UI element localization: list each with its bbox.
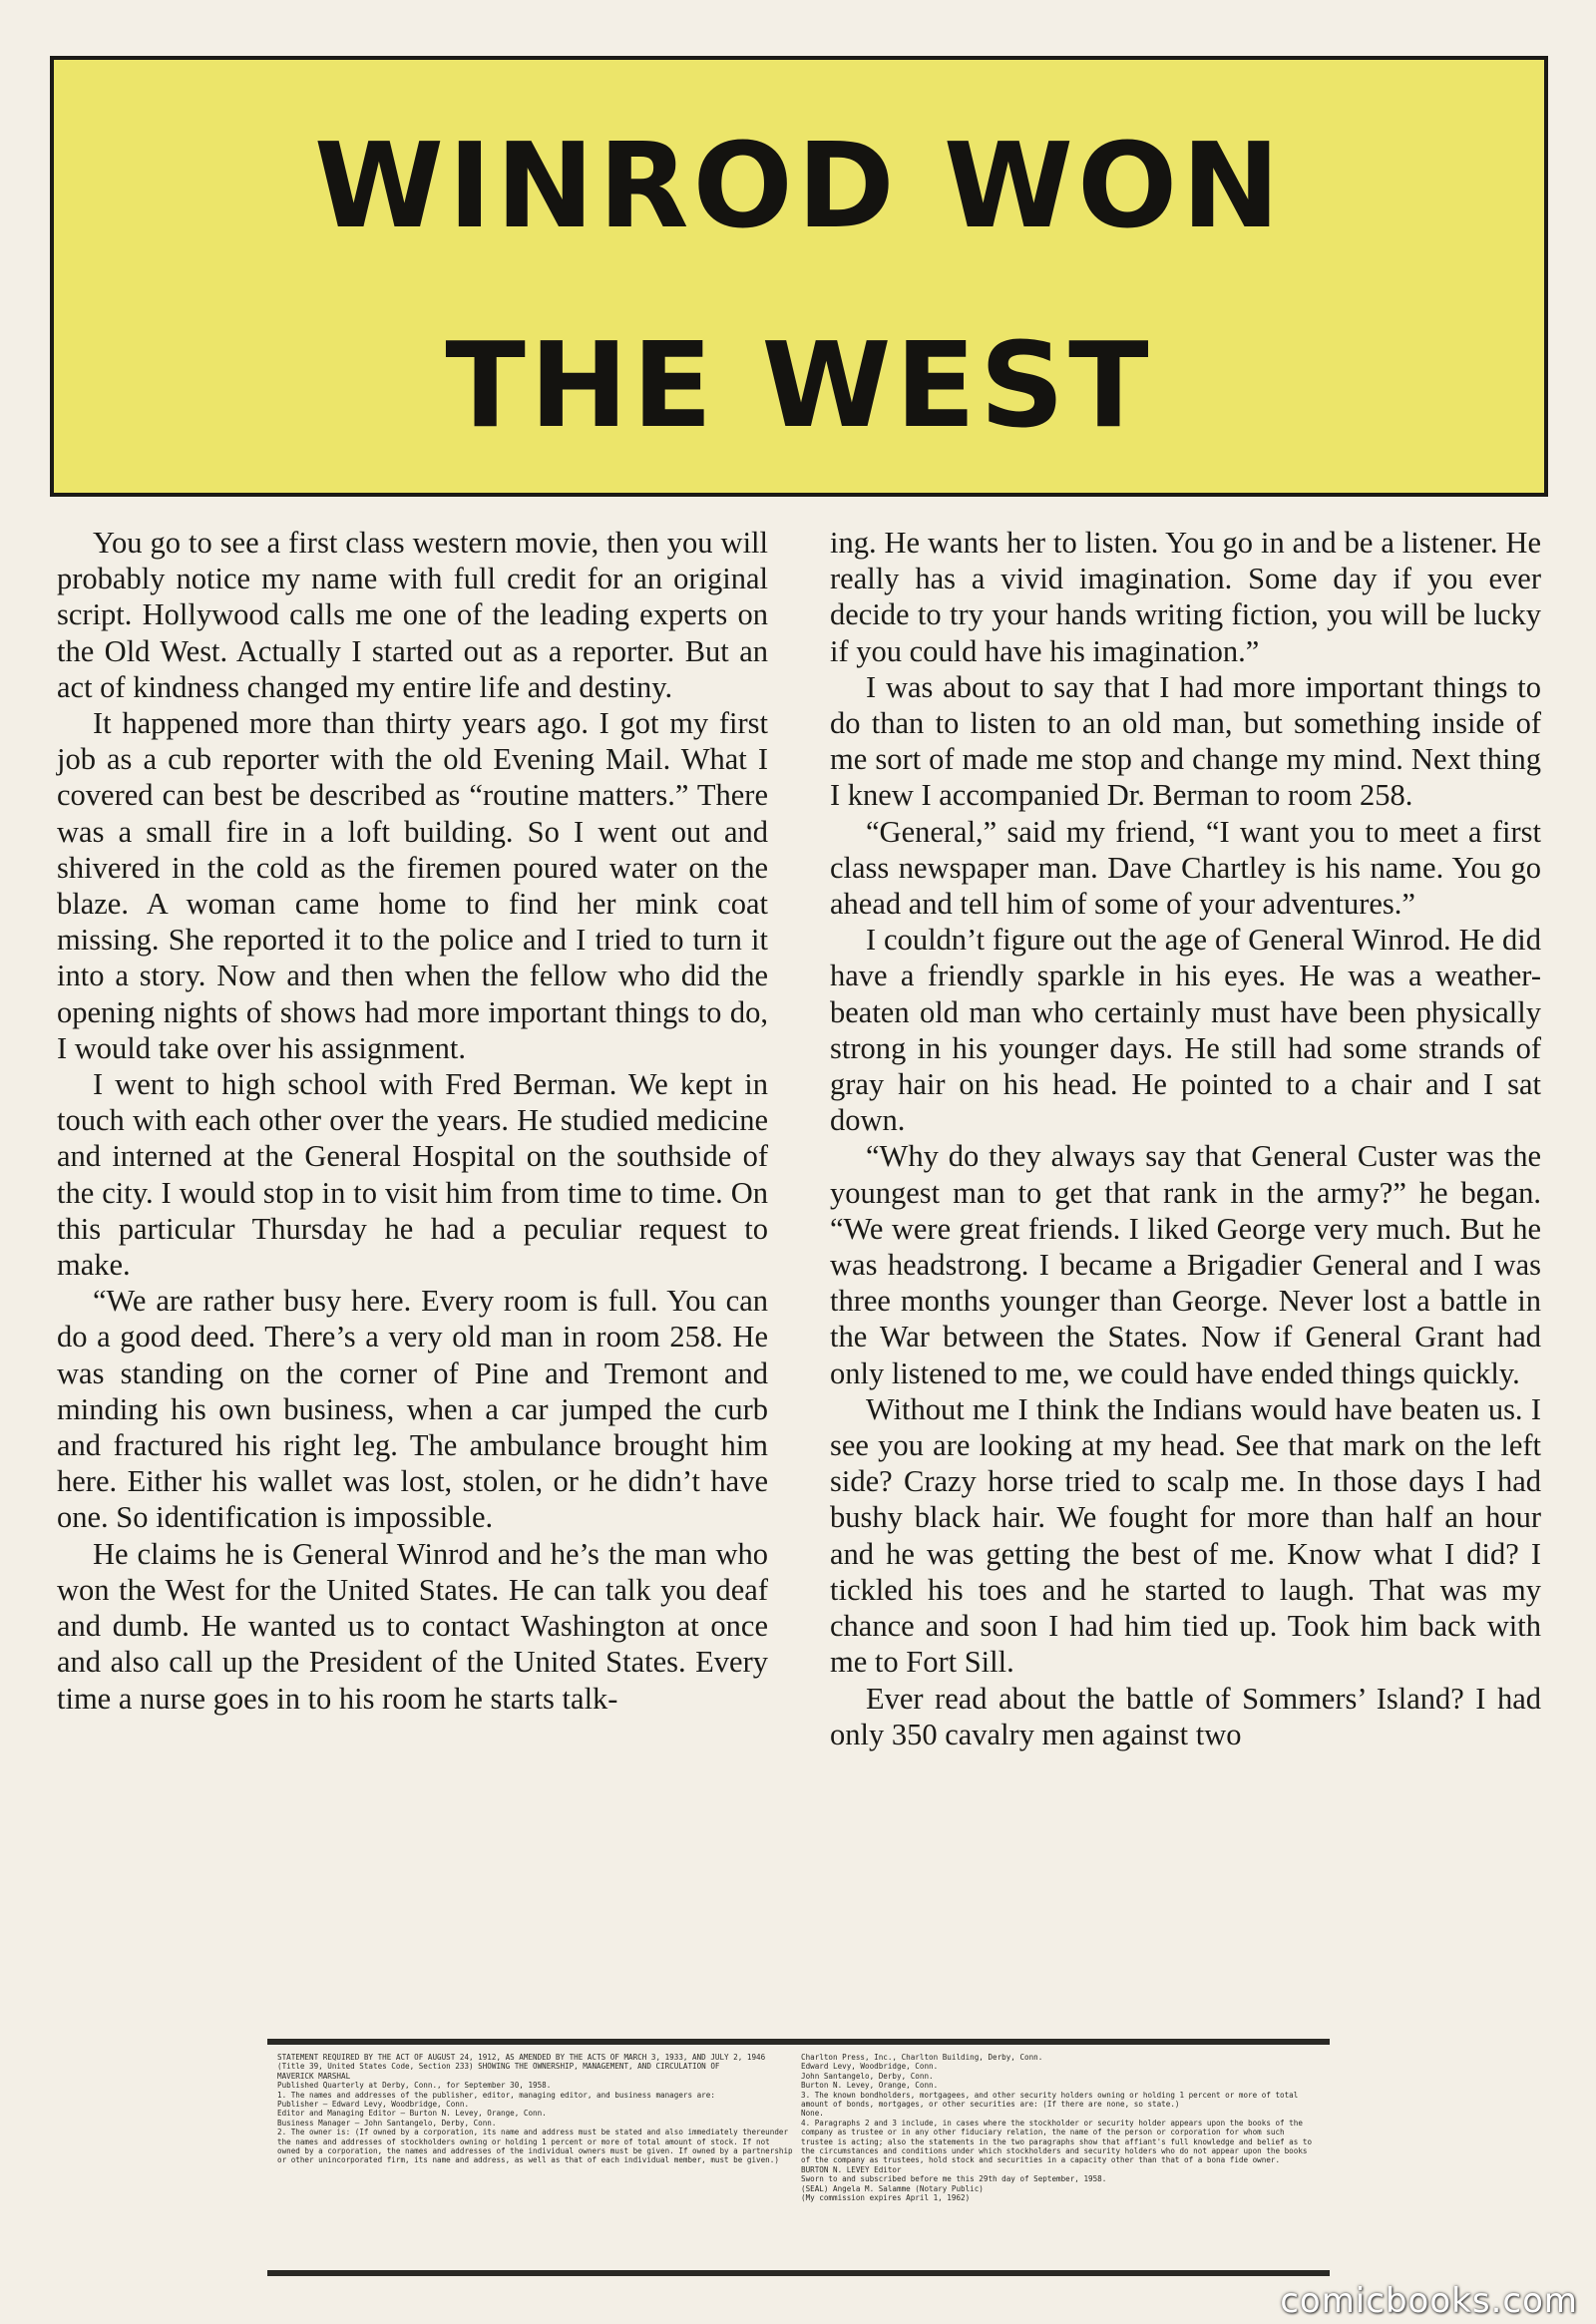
watermark: comicbooks.com bbox=[1280, 2281, 1578, 2321]
statement-line: MAVERICK MARSHAL bbox=[277, 2071, 351, 2081]
title-banner bbox=[50, 56, 1548, 497]
paragraph: I went to high school with Fred Berman. We kept in touch with each other over the years. He studied medicine and interned at the General Hospital on the southside of the city. I would stop in to visit him from time to time. On this particular Thursday he had a peculiar request to make. bbox=[57, 1067, 768, 1283]
statement-line: (My commission expires April 1, 1962) bbox=[801, 2193, 971, 2203]
paragraph: “We are rather busy here. Every room is full. You can do a good deed. There’s a very old man in room 258. He was standing on the corner of Pine and Tremont and minding his own business, when a car jumped the curb and fractured his right leg. The ambulance brought him here. Either his wallet was lost, stolen, or he didn’t have one. So identification is impossible. bbox=[57, 1284, 768, 1535]
paragraph: I couldn’t figure out the age of General Winrod. He did have a friendly sparkle in his eyes. He was a weather-beaten old man who certainly must have been physically strong in his younger days. He still had some strands of gray hair on his head. He pointed to a chair and I sat down. bbox=[830, 923, 1541, 1138]
statement-line: Publisher — Edward Levy, Woodbridge, Conn. bbox=[277, 2100, 470, 2110]
statement-line: Edward Levy, Woodbridge, Conn. bbox=[801, 2062, 939, 2072]
statement-line: 4. Paragraphs 2 and 3 include, in cases where the stockholder or security holder appears upon the books of the company as trustee or in any other fiduciary relation, the name of the person or corporation for whom such trustee is acting; also the statements in the two paragraphs show that affiant's full knowledge and belief as to the circumstances and conditions under which stockholders and security holders who do not appear upon the books of the company as trustees, hold stock and securities in a capacity other than that of a bona fide owner. bbox=[801, 2118, 1313, 2165]
statement-line: 1. The names and addresses of the publisher, editor, managing editor, and business managers are: bbox=[277, 2090, 715, 2100]
paragraph: “General,” said my friend, “I want you to meet a first class newspaper man. Dave Chartley is his name. You go ahead and tell him of some of your adventures.” bbox=[830, 814, 1541, 922]
story-column-right bbox=[830, 525, 1541, 2031]
statement-column-left bbox=[277, 2053, 796, 2266]
statement-line: 3. The known bondholders, mortgagees, and other security holders owning or holding 1 percent or more of total amount of bonds, mortgages, or other securities are: (If there are none, so state.) bbox=[801, 2090, 1299, 2110]
statement-line: STATEMENT REQUIRED BY THE ACT OF AUGUST 24, 1912, AS AMENDED BY THE ACTS OF MARCH 3, 1933, AND JULY 2, 1946 (Title 39, United States Code, Section 233) SHOWING THE OWNERSHIP, MANAGEMENT, AND CIRCULATION OF bbox=[277, 2053, 766, 2072]
story-body bbox=[57, 525, 1541, 2031]
paragraph: He claims he is General Winrod and he’s the man who won the West for the United States. He can talk you deaf and dumb. He wanted us to contact Washington at once and also call up the President of the United States. Every time a nurse goes in to his room he starts talk- bbox=[57, 1536, 768, 1716]
paragraph: “Why do they always say that General Custer was the youngest man to get that rank in the army?” he began. “We were great friends. I liked George very much. But he was headstrong. I became a Brigadier General and I was three months younger than George. Never lost a battle in the War between the States. Now if General Grant had only listened to me, we could have ended things quickly. bbox=[830, 1139, 1541, 1390]
statement-line: BURTON N. LEVEY Editor bbox=[801, 2164, 902, 2174]
title-line-2: THE WEST bbox=[445, 316, 1153, 454]
paragraph: I was about to say that I had more important things to do than to listen to an old man, but something inside of me sort of made me stop and change my mind. Next thing I knew I accompanied Dr. Berman to room 258. bbox=[830, 669, 1541, 813]
statement-line: Published Quarterly at Derby, Conn., for September 30, 1958. bbox=[277, 2081, 552, 2091]
statement-line: Editor and Managing Editor — Burton N. Levey, Orange, Conn. bbox=[277, 2109, 547, 2119]
statement-line: (SEAL) Angela M. Salamme (Notary Public) bbox=[801, 2183, 984, 2193]
statement-line: Burton N. Levey, Orange, Conn. bbox=[801, 2081, 939, 2091]
statement-line: 2. The owner is: (If owned by a corporation, its name and address must be stated and also immediately thereunder the names and addresses of stockholders owning or holding 1 percent or more of total amount of stock. If not owned by a corporation, the names and addresses of the individual owners must be given. If owned by a partnership or other unincorporated firm, its name and address, as well as that of each individual member, must be given.) bbox=[277, 2128, 793, 2165]
statement-line: Sworn to and subscribed before me this 29th day of September, 1958. bbox=[801, 2174, 1107, 2184]
ownership-statement bbox=[267, 2039, 1330, 2276]
paragraph-continuation: ing. He wants her to listen. You go in and be a listener. He really has a vivid imagination. Some day if you ever decide to try your hands writing fiction, you will be lucky if you could have his imagination.” bbox=[830, 526, 1541, 668]
statement-line: None. bbox=[801, 2109, 824, 2119]
statement-line: Charlton Press, Inc., Charlton Building, Derby, Conn. bbox=[801, 2053, 1043, 2062]
paragraph: Ever read about the battle of Sommers’ Island? I had only 350 cavalry men against two bbox=[830, 1681, 1541, 1751]
paragraph: You go to see a first class western movie, then you will probably notice my name with full credit for an original script. Hollywood calls me one of the leading experts on the Old West. Actually I started out as a reporter. But an act of kindness changed my entire life and destiny. bbox=[57, 526, 768, 704]
statement-line: Business Manager — John Santangelo, Derby, Conn. bbox=[277, 2118, 497, 2128]
title-line-1: WINROD WON bbox=[313, 117, 1285, 254]
story-column-left bbox=[57, 525, 768, 2031]
statement-column-right bbox=[801, 2053, 1320, 2266]
paragraph: It happened more than thirty years ago. I got my first job as a cub reporter with the old Evening Mail. What I covered can best be described as “routine matters.” There was a small fire in a loft building. So I went out and shivered in the cold as the firemen poured water on the blaze. A woman came home to find her mink coat missing. She reported it to the police and I tried to turn it into a story. Now and then when the fellow who did the opening nights of shows had more important things to do, I would take over his assignment. bbox=[57, 706, 768, 1065]
paragraph: Without me I think the Indians would have beaten us. I see you are looking at my head. See that mark on the left side? Crazy horse tried to scalp me. In those days I had bushy black hair. We fought for more than half an hour and he was getting the best of me. Know what I did? I tickled his toes and he started to laugh. That was my chance and soon I had him tied up. Took him back with me to Fort Sill. bbox=[830, 1391, 1541, 1680]
statement-line: John Santangelo, Derby, Conn. bbox=[801, 2071, 934, 2081]
